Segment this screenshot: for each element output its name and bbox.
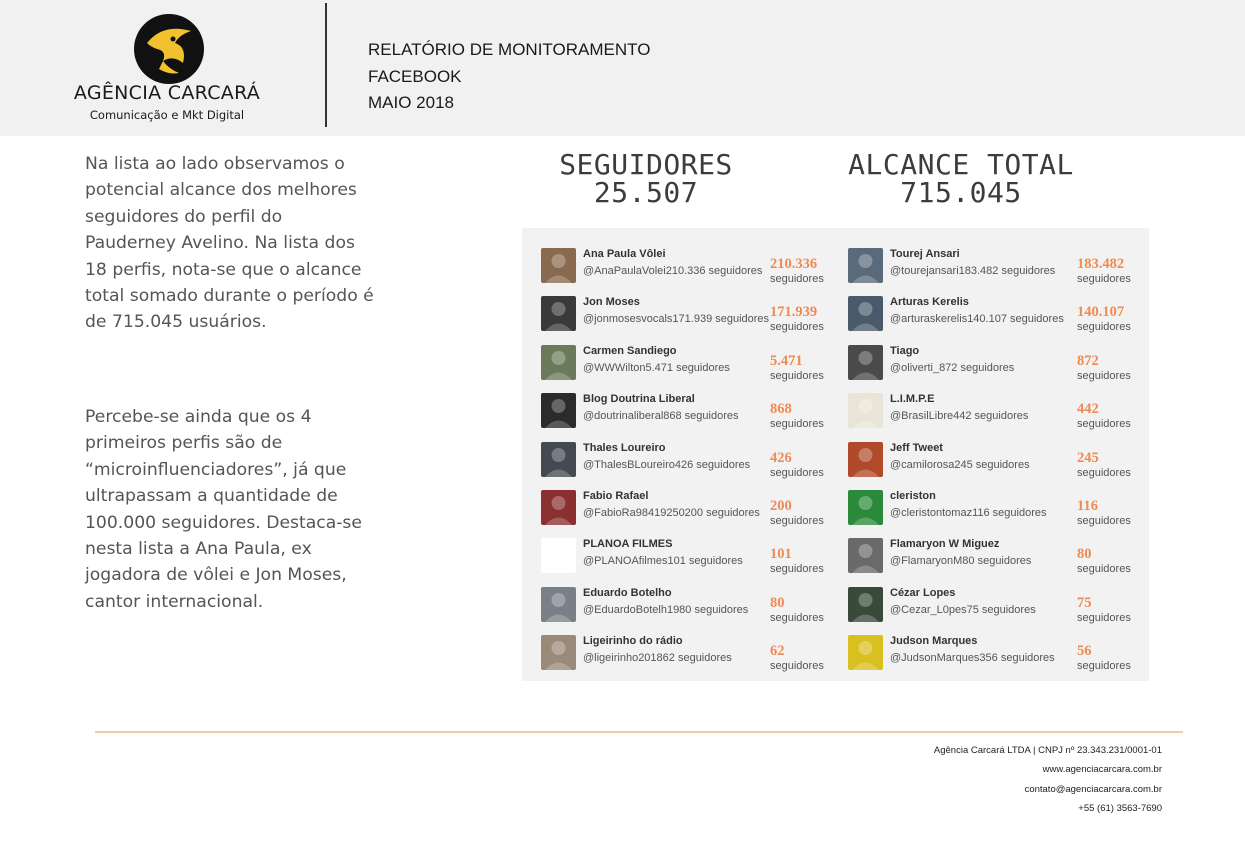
influencer-avatar[interactable] [541,538,576,573]
influencer-count: 171.939 [770,304,818,321]
influencer-handle[interactable]: @EduardoBotelh1980 seguidores [583,603,749,616]
carcara-bird-logo-icon [133,13,205,85]
influencer-count: 426 [770,449,792,466]
influencer-name[interactable]: Cézar Lopes [890,586,956,599]
influencer-avatar[interactable] [848,248,883,283]
intro-paragraph: Na lista ao lado observamos o potencial alcance dos melhores seguidores do perfil do Pauderney Avelino. Na lista dos 18 perfis, nota-se que o alcance total somado durante o período é de 715.045 usuários. [85,154,374,333]
influencer-count-unit: seguidores [1077,466,1131,479]
influencer-name[interactable]: Fabio Rafael [583,490,649,502]
influencer-count-unit: seguidores [1077,321,1131,334]
influencer-entry[interactable] [541,248,841,296]
influencer-handle[interactable]: @ligeirinho201862 seguidores [583,652,732,665]
reach-label: ALCANCE TOTAL [848,148,1074,181]
logo-tagline: Comunicação e Mkt Digital [89,108,245,122]
influencer-count: 868 [770,401,792,418]
influencer-name[interactable]: Blog Doutrina Liberal [583,393,695,406]
influencer-count-unit: seguidores [770,321,824,334]
influencer-count-unit: seguidores [770,466,824,479]
followers-label: SEGUIDORES [559,148,733,181]
influencer-entry[interactable] [848,635,1148,683]
influencer-handle[interactable]: @jonmosesvocals171.939 seguidores [583,313,770,326]
influencer-count: 442 [1077,401,1099,418]
reach-value: 715.045 [900,176,1022,209]
influencer-count: 200 [770,498,792,514]
influencer-list-panel [522,228,1149,681]
influencer-name[interactable]: Arturas Kerelis [890,296,969,309]
influencer-handle[interactable]: @ThalesBLoureiro426 seguidores [583,458,751,471]
influencer-count: 116 [1077,498,1098,514]
influencer-entry[interactable] [848,296,1148,344]
influencer-name[interactable]: L.I.M.P.E [890,393,935,406]
influencer-count-unit: seguidores [770,418,824,431]
influencer-count-unit: seguidores [1077,369,1131,382]
influencer-avatar[interactable] [848,393,883,428]
influencer-avatar[interactable] [848,296,883,331]
influencer-entry[interactable] [848,393,1148,441]
influencer-count: 210.336 [770,256,818,272]
influencer-count: 75 [1077,594,1092,611]
influencer-entry[interactable] [541,635,841,683]
influencer-entry[interactable] [541,587,841,635]
influencer-name[interactable]: Ligeirinho do rádio [583,635,683,648]
footer-company: Agência Carcará LTDA | CNPJ nº 23.343.231/0001-01 [933,745,1162,756]
influencer-name[interactable]: cleriston [890,490,936,502]
influencer-count: 183.482 [1077,256,1125,272]
influencer-handle[interactable]: @AnaPaulaVolei210.336 seguidores [583,265,763,277]
influencer-handle[interactable]: @tourejansari183.482 seguidores [890,265,1056,277]
influencer-avatar[interactable] [541,587,576,622]
report-title [368,37,650,117]
influencer-entry[interactable] [541,345,841,393]
influencer-handle[interactable]: @FabioRa98419250200 seguidores [583,507,760,519]
influencer-entry[interactable] [848,490,1148,538]
header-divider [325,3,327,127]
influencer-avatar[interactable] [541,345,576,380]
influencer-avatar[interactable] [541,635,576,670]
influencer-handle[interactable]: @JudsonMarques356 seguidores [890,652,1055,665]
influencer-entry[interactable] [541,538,841,586]
influencer-avatar[interactable] [848,635,883,670]
influencer-count: 5.471 [770,352,803,369]
logo-name: AGÊNCIA CARCARÁ [73,82,261,104]
influencer-entry[interactable] [848,442,1148,490]
influencer-count-unit: seguidores [770,660,824,673]
footer [934,741,1162,818]
followers-value: 25.507 [593,176,699,209]
influencer-name[interactable]: Jon Moses [583,296,640,309]
influencer-name[interactable]: Tiago [890,344,920,357]
influencer-entry[interactable] [848,345,1148,393]
footer-phone: +55 (61) 3563-7690 [1078,802,1162,814]
influencer-name[interactable]: Eduardo Botelho [583,586,672,599]
influencer-entry[interactable] [541,490,841,538]
influencer-count: 140.107 [1077,304,1125,321]
influencer-name[interactable]: Tourej Ansari [890,248,960,260]
influencer-entry[interactable] [848,248,1148,296]
followers-stat [540,148,752,209]
influencer-avatar[interactable] [848,442,883,477]
influencer-count: 872 [1077,352,1099,369]
influencer-count: 101 [770,546,792,563]
influencer-handle[interactable]: @arturaskerelis140.107 seguidores [890,313,1064,326]
influencer-avatar[interactable] [541,442,576,477]
influencer-handle[interactable]: @BrasilLibre442 seguidores [890,410,1029,423]
influencer-avatar[interactable] [541,393,576,428]
influencer-handle[interactable]: @PLANOAfilmes101 seguidores [583,555,743,568]
influencer-avatar[interactable] [541,296,576,331]
influencer-count-unit: seguidores [1077,563,1131,576]
influencer-count-unit: seguidores [770,563,824,576]
influencer-count: 80 [770,594,785,611]
influencer-count-unit: seguidores [1077,418,1131,431]
influencer-handle[interactable]: @Cezar_L0pes75 seguidores [890,603,1036,616]
report-title-line1: RELATÓRIO DE MONITORAMENTO [368,40,651,59]
influencer-name[interactable]: Jeff Tweet [890,441,943,454]
influencer-name[interactable]: Judson Marques [890,635,978,648]
influencer-count-unit: seguidores [770,515,824,527]
influencer-handle[interactable]: @oliverti_872 seguidores [890,361,1015,374]
influencer-count: 62 [770,643,785,660]
influencer-count-unit: seguidores [1077,611,1131,624]
influencer-count-unit: seguidores [770,273,824,285]
influencer-name[interactable]: Flamaryon W Miguez [890,538,1000,551]
influencer-count: 80 [1077,546,1092,563]
report-title-line3: MAIO 2018 [368,93,454,112]
influencer-entry[interactable] [541,393,841,441]
influencer-handle[interactable]: @camilorosa245 seguidores [890,458,1030,471]
influencer-entry[interactable] [848,538,1148,586]
influencer-handle[interactable]: @doutrinaliberal868 seguidores [583,410,739,423]
influencer-entry[interactable] [541,296,841,344]
influencer-count-unit: seguidores [1077,515,1131,527]
influencer-avatar[interactable] [541,248,576,283]
influencer-count-unit: seguidores [1077,660,1131,673]
influencer-avatar[interactable] [848,345,883,380]
influencer-count-unit: seguidores [1077,273,1131,285]
influencer-count: 56 [1077,643,1092,660]
influencer-handle[interactable]: @FlamaryonM80 seguidores [890,555,1032,568]
influencer-name[interactable]: Carmen Sandiego [583,344,677,357]
report-title-line2: FACEBOOK [368,66,462,86]
footer-divider [95,731,1183,733]
influencer-avatar[interactable] [848,538,883,573]
footer-website[interactable]: www.agenciacarcara.com.br [1042,764,1162,776]
report-header [0,0,1245,136]
influencer-entry[interactable] [848,587,1148,635]
influencer-avatar[interactable] [541,490,576,525]
influencer-count: 245 [1077,449,1099,466]
influencer-avatar[interactable] [848,587,883,622]
influencer-name[interactable]: Thales Loureiro [583,441,666,454]
influencer-handle[interactable]: @WWWilton5.471 seguidores [583,361,730,374]
influencer-handle[interactable]: @cleristontomaz116 seguidores [890,507,1047,519]
influencer-count-unit: seguidores [770,369,824,382]
influencer-name[interactable]: Ana Paula Vôlei [583,248,666,260]
footer-email[interactable]: contato@agenciacarcara.com.br [1024,783,1162,795]
influencer-avatar[interactable] [848,490,883,525]
influencer-entry[interactable] [541,442,841,490]
reach-stat [830,148,1092,209]
influencer-count-unit: seguidores [770,611,824,624]
influencer-name[interactable]: PLANOA FILMES [583,538,673,551]
highlight-paragraph: Percebe-se ainda que os 4 primeiros perfis são de “microinfluenciadores”, já que ultrapassam a quantidade de 100.000 seguidores. Destaca-se nesta lista a Ana Paula, ex jogadora de vôlei e Jon Moses, cantor internacional. [85,407,362,612]
